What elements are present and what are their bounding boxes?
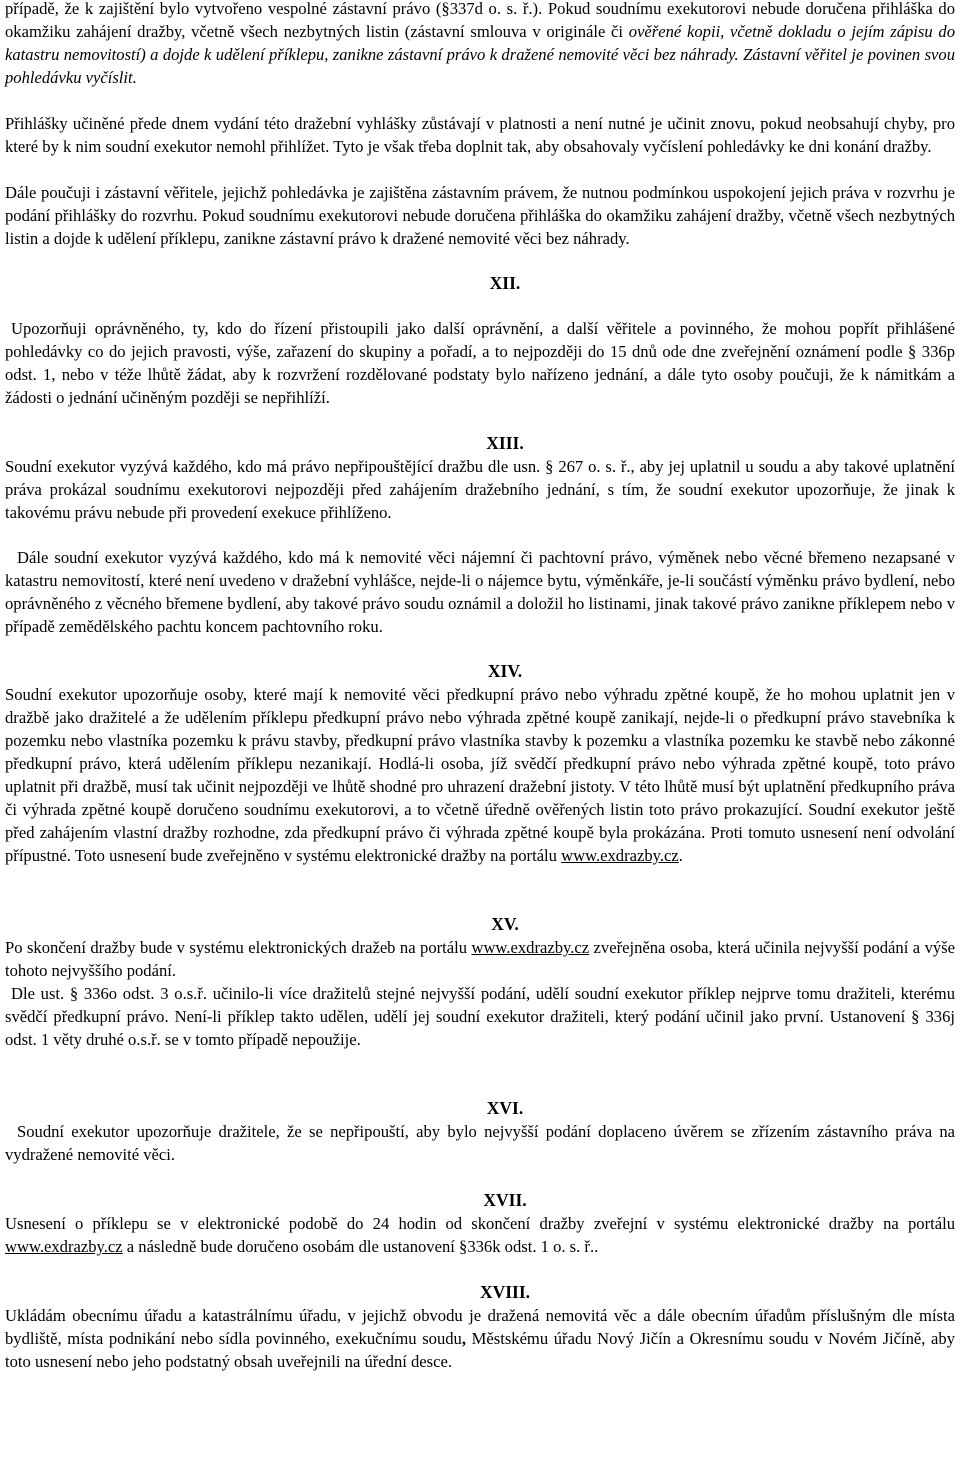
- paragraph-text-end: Městskému úřadu Nový Jičín a Okresnímu soudu v Novém Jičíně, aby toto usnesení nebo jeho podstatný obsah uveřejnili na úřední desce.: [5, 1329, 955, 1371]
- paragraph-lease-rights: Dále soudní exekutor vyzývá každého, kdo má k nemovité věci nájemní či pachtovní právo, výměnek nebo věcné břemeno nezapsané v katastru nemovitostí, které není uvedeno v dražební vyhlášce, nejde-li o nájemce bytu, výměnkáře, je-li součástí výměnku právo bydlení, nebo oprávněného z věcného břemene bydlení, aby takové právo soudu oznámil a doložil ho listinami, jinak takové právo zanikne příklepem nebo v případě zemědělského pachtu koncem pachtovního roku.: [5, 548, 955, 636]
- paragraph-text-end: zveřejněna osoba, která učinila nejvyšší podání a výše tohoto nejvyššího podání.: [5, 938, 955, 980]
- paragraph-registration-notice: [5, 0, 955, 89]
- section-heading-xiii: XIII.: [486, 433, 524, 453]
- exdrazby-link[interactable]: www.exdrazby.cz: [471, 938, 590, 957]
- paragraph-text-end: a následně bude doručeno osobám dle ustanovení §336k odst. 1 o. s. ř..: [122, 1237, 599, 1256]
- paragraph-text-end: .: [678, 846, 683, 865]
- paragraph-text: Ukládám obecnímu úřadu a katastrálnímu úřadu, v jejichž obvodu je dražená nemovitá věc a dále obecním úřadům příslušným dle místa bydliště, místa podnikání nebo sídla povinného, exekučnímu soudu: [5, 1306, 955, 1348]
- section-heading-xii: XII.: [489, 273, 521, 293]
- paragraph-prior-registrations: Přihlášky učiněné přede dnem vydání této dražební vyhlášky zůstávají v platnosti a není nutné je učinit znovu, pokud neobsahují chyby, pro které by k nim soudní exekutor nemohl přihlížet. Tyto je však třeba doplnit tak, aby obsahovaly vyčíslení pohledávky ke dni konání dražby.: [5, 114, 955, 156]
- paragraph-equal-bids: Dle ust. § 336o odst. 3 o.s.ř. učinilo-li více dražitelů stejné nejvyšší podání, udělí soudní exekutor příklep nejprve tomu dražiteli, kterému svědčí předkupní právo. Není-li příklep takto udělen, udělí jej soudní exekutor dražiteli, který podání učinil jako první. Ustanovení § 336j odst. 1 věty druhé o.s.ř. se v tomto případě nepoužije.: [5, 984, 955, 1049]
- paragraph-italic-text: ověřené kopii, včetně dokladu o jejím zápisu do katastru nemovitostí) a dojde k udělení příklepu, zanikne zástavní právo k dražené nemovité věci bez náhrady. Zástavní věřitel je povinen svou pohledávku vyčíslit.: [5, 22, 955, 87]
- paragraph-text: případě, že k zajištění bylo vytvořeno vespolné zástavní právo (§337d o. s. ř.). Pokud soudnímu exekutorovi nebude doručena přihláška do okamžiku zahájení dražby, včetně všech nezbytných listin (zástavní smlouva v originále či: [5, 0, 955, 41]
- paragraph-auction-result: [5, 936, 955, 982]
- paragraph-text: Po skončení dražby bude v systému elektronických dražeb na portálu: [5, 938, 472, 957]
- section-heading-xvi: XVI.: [486, 1098, 524, 1118]
- paragraph-preemption-rights: [5, 683, 955, 867]
- exdrazby-link[interactable]: www.exdrazby.cz: [5, 1237, 123, 1256]
- section-heading-xviii: XVIII.: [479, 1282, 531, 1302]
- section-heading-xv: XV.: [491, 914, 519, 934]
- paragraph-auction-award-publication: [5, 1212, 955, 1258]
- paragraph-lien-creditors: Dále poučuji i zástavní věřitele, jejichž pohledávka je zajištěna zástavním právem, že nutnou podmínkou uspokojení jejich práva v rozvrhu je podání přihlášky do rozvrhu. Pokud soudnímu exekutorovi nebude doručena přihláška do okamžiku zahájení dražby, včetně všech nezbytných listin a dojde k udělení příklepu, zanikne zástavní právo k dražené nemovité věci bez náhrady.: [5, 183, 955, 248]
- paragraph-notice-board-publication: [5, 1304, 955, 1373]
- exdrazby-link[interactable]: www.exdrazby.cz: [561, 846, 679, 865]
- paragraph-text: Soudní exekutor upozorňuje osoby, které mají k nemovité věci předkupní právo nebo výhradu zpětné koupě, že ho mohou uplatnit jen v dražbě jako dražitelé a že udělením příklepu předkupní právo nebo výhrada zpětné koupě zanikají, nejde-li o předkupní právo stavebníka k pozemku nebo vlastníka pozemku k právu stavby, předkupní právo vlastníka stavby k pozemku a vlastníka pozemku ke stavbě nebo zákonné předkupní právo, která udělením příklepu nezanikají. Hodlá-li osoba, jíž svědčí předkupní právo nebo výhrada zpětné koupě, toto právo uplatnit při dražbě, musí tak učinit nejpozději ve lhůtě shodné pro uhrazení dražební jistoty. V této lhůtě musí být uplatnění předkupního práva či výhrada zpětné koupě doručeno soudnímu exekutorovi, a to včetně úředně ověřených listin toto právo prokazující. Soudní exekutor ještě před zahájením vlastní dražby rozhodne, zda předkupní právo či výhrada zpětné koupě byla prokázána. Proti tomuto usnesení není odvolání přípustné. Toto usnesení bude zveřejněno v systému elektronické dražby na portálu: [5, 685, 955, 865]
- paragraph-bold-comma: ,: [461, 1329, 467, 1348]
- paragraph-contest-claims: Upozorňuji oprávněného, ty, kdo do řízení přistoupili jako další oprávnění, a další věřitele a povinného, že mohou popřít přihlášené pohledávky co do jejich pravosti, výše, zařazení do skupiny a pořadí, a to nejpozději do 15 dnů ode dne zveřejnění oznámení podle § 336p odst. 1, nebo v téže lhůtě žádat, aby k rozvržení rozdělované podstaty bylo nařízeno jednání, a dále tyto osoby poučuji, že k námitkám a žádosti o jednání učiněným později se nepřihlíží.: [5, 319, 955, 407]
- section-heading-xvii: XVII.: [483, 1190, 527, 1210]
- paragraph-no-credit-payment: Soudní exekutor upozorňuje dražitele, že se nepřipouští, aby bylo nejvyšší podání doplaceno úvěrem se zřízením zástavního práva na vydražené nemovité věci.: [5, 1122, 955, 1164]
- paragraph-text: Usnesení o příklepu se v elektronické podobě do 24 hodin od skončení dražby zveřejní v systému elektronické dražby na portálu: [5, 1214, 955, 1233]
- section-heading-xiv: XIV.: [487, 661, 523, 681]
- paragraph-rights-excluding-auction: Soudní exekutor vyzývá každého, kdo má právo nepřipouštějící dražbu dle usn. § 267 o. s. ř., aby jej uplatnil u soudu a aby takové uplatnění práva prokázal soudnímu exekutorovi nejpozději před zahájením dražebního jednání, s tím, že soudní exekutor upozorňuje, že jinak k takovému právu nebude při provedení exekuce přihlíženo.: [5, 457, 955, 522]
